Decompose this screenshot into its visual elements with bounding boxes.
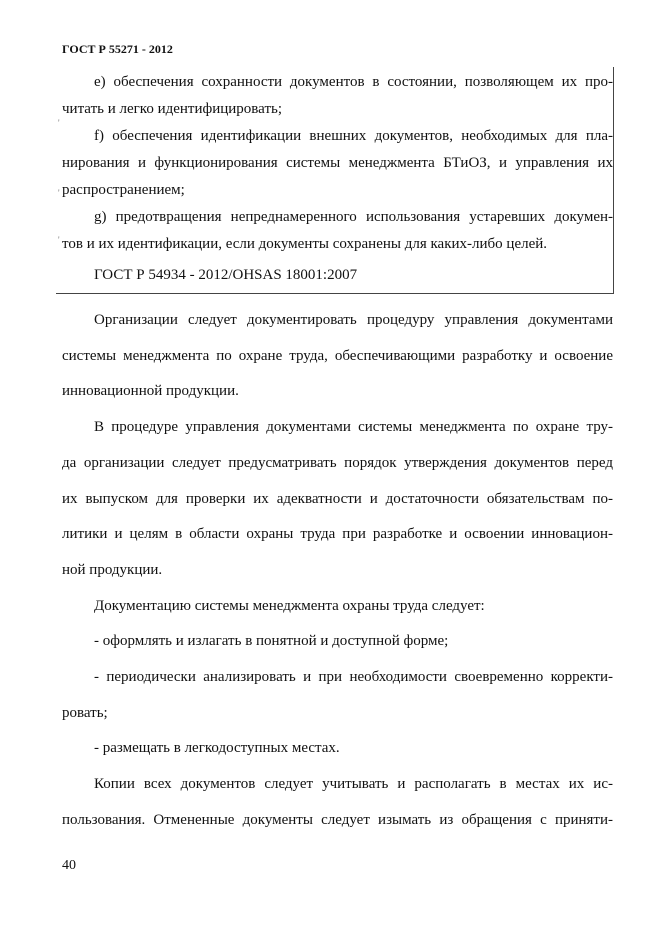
quote-line: тов и их идентификации, если документы сохранены для каких-либо целей. [62, 236, 548, 252]
quote-line: нирования и функционирования системы менеджмента БТиОЗ, и управления их [62, 155, 613, 171]
margin-mark: ' [58, 188, 60, 198]
quote-line: f) обеспечения идентификации внешних документов, необходимых для пла- [94, 128, 613, 144]
body-line: литики и целям в области охраны труда при разработке и освоении инновацион- [62, 526, 613, 542]
body-line: инновационной продукции. [62, 383, 239, 399]
page-number: 40 [62, 858, 76, 873]
body-line: их выпуском для проверки их адекватности и достаточности обязательствам по- [62, 491, 613, 507]
quote-line: е) обеспечения сохранности документов в состоянии, позволяющем их про- [94, 74, 613, 90]
margin-mark: ' [58, 235, 60, 245]
body-line: да организации следует предусматривать порядок утверждения документов перед [62, 455, 613, 471]
body-line: Документацию системы менеджмента охраны труда следует: [94, 598, 485, 614]
body-line: В процедуре управления документами системы менеджмента по охране тру- [94, 419, 613, 435]
margin-mark: ' [58, 118, 60, 128]
body-line: системы менеджмента по охране труда, обеспечивающими разработку и освоение [62, 348, 613, 364]
body-line: ровать; [62, 705, 108, 721]
quote-source: ГОСТ Р 54934 - 2012/OHSAS 18001:2007 [94, 267, 358, 283]
body-line: Копии всех документов следует учитывать и располагать в местах их ис- [94, 776, 613, 792]
body-line: Организации следует документировать процедуру управления документами [94, 312, 613, 328]
quote-line: читать и легко идентифицировать; [62, 101, 283, 117]
body-line: - размещать в легкодоступных местах. [94, 740, 340, 756]
quote-line: g) предотвращения непреднамеренного использования устаревших докумен- [94, 209, 613, 225]
body-line: - оформлять и излагать в понятной и доступной форме; [94, 633, 449, 649]
body-line: пользования. Отмененные документы следует изымать из обращения с приняти- [62, 812, 613, 828]
body-line: ной продукции. [62, 562, 163, 578]
quote-line: распространением; [62, 182, 185, 198]
body-line: - периодически анализировать и при необходимости своевременно корректи- [94, 669, 613, 685]
page-header: ГОСТ Р 55271 - 2012 [62, 42, 173, 56]
